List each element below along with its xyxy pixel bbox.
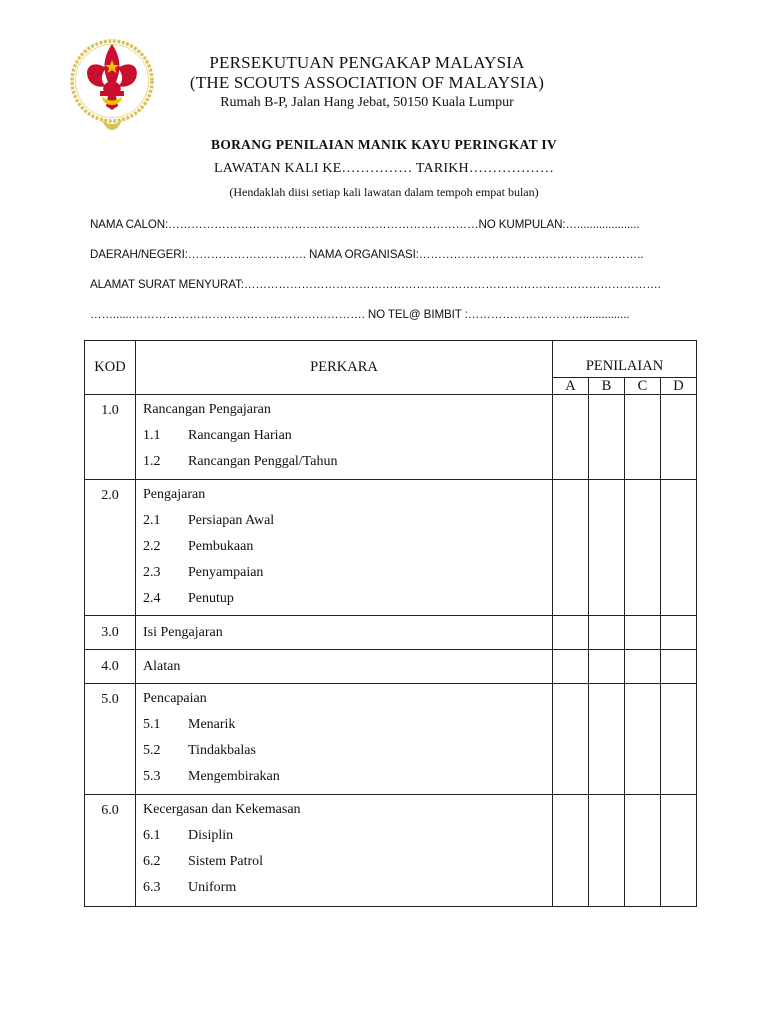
row-items: [136, 480, 553, 616]
row-title: Pencapaian: [143, 690, 207, 706]
sub-item-label: Penutup: [188, 591, 234, 607]
organization-name-english: (THE SCOUTS ASSOCIATION OF MALAYSIA): [189, 73, 545, 92]
row-items: [136, 794, 553, 906]
grade-b-cell[interactable]: [589, 650, 625, 683]
row-code: 5.0: [85, 683, 136, 794]
grade-c-cell[interactable]: [625, 794, 661, 906]
organization-name: PERSEKUTUAN PENGAKAP MALAYSIA: [209, 53, 525, 72]
header-perkara: PERKARA: [136, 341, 553, 395]
sub-item-number: 2.3: [143, 565, 161, 581]
header-penilaian: PENILAIAN: [553, 341, 697, 378]
sub-item-label: Sistem Patrol: [188, 853, 264, 869]
grade-b-cell[interactable]: [589, 480, 625, 616]
sub-item: [143, 560, 552, 586]
form-title: BORANG PENILAIAN MANIK KAYU PERINGKAT IV: [211, 137, 557, 152]
organization-address: Rumah B-P, Jalan Hang Jebat, 50150 Kuala Lumpur: [220, 95, 514, 110]
row-items: [136, 395, 553, 480]
table-row: [85, 480, 697, 616]
sub-item-number: 2.2: [143, 539, 161, 555]
grade-b-cell[interactable]: [589, 616, 625, 650]
grade-d-cell[interactable]: [661, 395, 697, 480]
sub-item-number: 2.4: [143, 591, 161, 607]
sub-item-label: Rancangan Harian: [188, 428, 292, 443]
grade-d-cell[interactable]: [661, 650, 697, 683]
sub-item: [143, 534, 552, 560]
sub-item-label: Rancangan Penggal/Tahun: [188, 454, 338, 469]
grade-a-cell[interactable]: [553, 650, 589, 683]
form-note: (Hendaklah diisi setiap kali lawatan dalam tempoh empat bulan): [229, 185, 539, 199]
header-grade-b: B: [589, 378, 625, 395]
scout-emblem-icon: [66, 34, 158, 134]
grade-a-cell[interactable]: [553, 683, 589, 794]
sub-item-number: 6.2: [143, 853, 161, 869]
row-code: 6.0: [85, 794, 136, 906]
row-code: 3.0: [85, 616, 136, 650]
header-grade-d: D: [661, 378, 697, 395]
grade-c-cell[interactable]: [625, 616, 661, 650]
sub-item-number: 5.3: [143, 768, 161, 784]
grade-d-cell[interactable]: [661, 683, 697, 794]
row-code: 4.0: [85, 650, 136, 683]
sub-item-number: 5.1: [143, 716, 161, 732]
candidate-name-group-field[interactable]: NAMA CALON:………………………………………………………………………NO KUMPULAN:…....................: [90, 218, 640, 231]
assessment-table: [84, 340, 697, 907]
sub-item-label: Menarik: [188, 716, 236, 732]
grade-d-cell[interactable]: [661, 616, 697, 650]
sub-item-number: 6.1: [143, 827, 161, 843]
sub-item: [143, 849, 552, 875]
district-organization-field[interactable]: DAERAH/NEGERI:…………………………. NAMA ORGANISASI:…………………………………………………..: [90, 248, 644, 261]
table-row: [85, 395, 697, 480]
sub-item-label: Mengembirakan: [188, 768, 280, 784]
grade-b-cell[interactable]: [589, 794, 625, 906]
sub-item-number: 2.1: [143, 513, 161, 529]
sub-item: [143, 508, 552, 534]
row-code: 2.0: [85, 480, 136, 616]
row-items: [136, 616, 553, 650]
mailing-address-field[interactable]: ALAMAT SURAT MENYURAT:……………………………………………………………………………………………….: [90, 278, 661, 291]
sub-item: [143, 823, 552, 849]
row-title: Isi Pengajaran: [143, 624, 223, 640]
row-title: Alatan: [143, 658, 181, 674]
row-items: [136, 650, 553, 683]
sub-item-number: 5.2: [143, 742, 161, 758]
grade-a-cell[interactable]: [553, 794, 589, 906]
sub-item-number: 1.2: [143, 454, 161, 469]
address-phone-field[interactable]: ……......……………………………………………………. NO TEL@ BIMBIT :…………………………...............: [90, 308, 630, 321]
grade-c-cell[interactable]: [625, 683, 661, 794]
header-grade-a: A: [553, 378, 589, 395]
table-row: [85, 794, 697, 906]
visit-date-line: LAWATAN KALI KE…………… TARIKH………………: [213, 161, 555, 176]
table-row: [85, 616, 697, 650]
grade-b-cell[interactable]: [589, 395, 625, 480]
grade-b-cell[interactable]: [589, 683, 625, 794]
sub-item-label: Uniform: [188, 879, 237, 895]
grade-c-cell[interactable]: [625, 650, 661, 683]
sub-item-label: Persiapan Awal: [188, 513, 275, 529]
sub-item: [143, 423, 552, 449]
sub-item-label: Disiplin: [188, 827, 234, 843]
sub-item-number: 1.1: [143, 428, 161, 443]
grade-a-cell[interactable]: [553, 395, 589, 480]
sub-item: [143, 712, 552, 738]
header-grade-c: C: [625, 378, 661, 395]
row-title: Kecergasan dan Kekemasan: [143, 801, 301, 817]
sub-item-label: Penyampaian: [188, 565, 264, 581]
sub-item-label: Tindakbalas: [188, 742, 256, 758]
sub-item: [143, 764, 552, 790]
table-row: [85, 650, 697, 683]
header-kod: KOD: [85, 341, 136, 395]
sub-item: [143, 586, 552, 612]
sub-item: [143, 449, 552, 475]
table-row: [85, 683, 697, 794]
grade-d-cell[interactable]: [661, 794, 697, 906]
sub-item: [143, 875, 552, 901]
grade-c-cell[interactable]: [625, 480, 661, 616]
row-title: Rancangan Pengajaran: [143, 402, 271, 417]
grade-a-cell[interactable]: [553, 480, 589, 616]
sub-item-label: Pembukaan: [188, 539, 254, 555]
grade-a-cell[interactable]: [553, 616, 589, 650]
sub-item-number: 6.3: [143, 879, 161, 895]
row-code: 1.0: [85, 395, 136, 480]
row-title: Pengajaran: [143, 487, 206, 503]
row-items: [136, 683, 553, 794]
grade-d-cell[interactable]: [661, 480, 697, 616]
grade-c-cell[interactable]: [625, 395, 661, 480]
sub-item: [143, 738, 552, 764]
